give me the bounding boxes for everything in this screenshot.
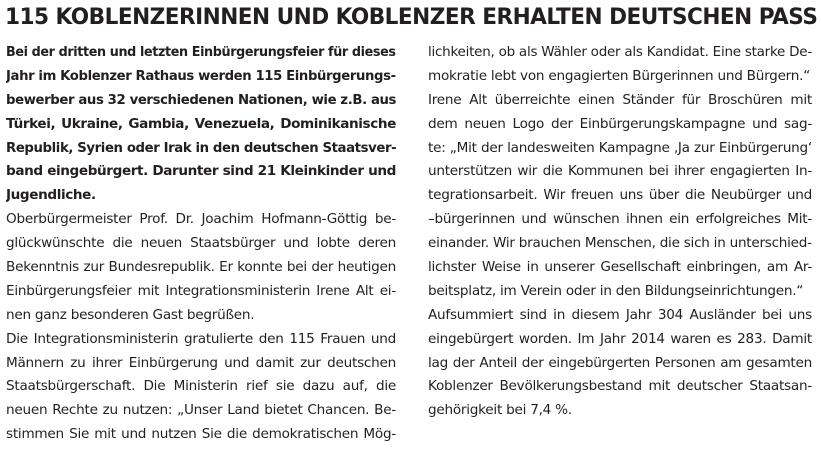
lead-line: Republik, Syrien oder Irak in den deutschen Staatsver- xyxy=(6,139,396,156)
body-line: –bürgerinnen und wünschen ihnen ein erfolgreiches Mit- xyxy=(428,211,812,228)
body-line: lichkeiten, ob als Wähler oder als Kandidat. Eine starke De- xyxy=(428,44,812,60)
lead-line: Bei der dritten und letzten Einbürgerungsfeier für dieses xyxy=(6,44,396,60)
body-line: einander. Wir brauchen Menschen, die sich in unterschied- xyxy=(428,235,812,252)
body-line: dem neuen Logo der Einbürgerungskampagne und sag- xyxy=(428,115,812,132)
body-line: gehörigkeit bei 7,4 %. xyxy=(428,402,572,419)
body-line: Bekenntnis zur Bundesrepublik. Er konnte bei der heutigen xyxy=(6,259,396,276)
body-line: unterstützen wir die Kommunen bei ihrer engagierten In- xyxy=(428,163,812,180)
body-line: Oberbürgermeister Prof. Dr. Joachim Hofmann-Göttig be- xyxy=(6,211,396,228)
body-line: Staatsbürgerschaft. Die Ministerin rief sie dazu auf, die xyxy=(6,378,396,395)
body-line: glückwünschte die neuen Staatsbürger und lobte deren xyxy=(6,235,396,252)
article-headline: 115 KOBLENZERINNEN UND KOBLENZER ERHALTEN DEUTSCHEN PASS xyxy=(5,4,818,30)
lead-line: Jugendliche. xyxy=(6,187,96,204)
body-line: tegrationsarbeit. Wir freuen uns über die Neubürger und xyxy=(428,187,812,204)
body-line: stimmen Sie mit und nutzen Sie die demokratischen Mög- xyxy=(6,426,396,443)
lead-line: bewerber aus 32 verschiedenen Nationen, wie z.B. aus xyxy=(6,91,396,108)
lead-line: band eingebürgert. Darunter sind 21 Kleinkinder und xyxy=(6,163,396,180)
lead-line: Türkei, Ukraine, Gambia, Venezuela, Dominikanische xyxy=(6,115,396,132)
body-line: nen ganz besonderen Gast begrüßen. xyxy=(6,306,255,323)
body-line: lichster Weise in unserer Gesellschaft einbringen, am Ar- xyxy=(428,259,812,276)
lead-line: Jahr im Koblenzer Rathaus werden 115 Einbürgerungs- xyxy=(6,67,396,84)
body-line: Koblenzer Bevölkerungsbestand mit deutscher Staatsan- xyxy=(428,378,812,395)
body-line: Irene Alt überreichte einen Ständer für Broschüren mit xyxy=(428,91,812,108)
lead-paragraph xyxy=(6,41,396,208)
body-line: Die Integrationsministerin gratulierte den 115 Frauen und xyxy=(6,330,396,347)
right-column xyxy=(428,41,812,423)
body-line: mokratie lebt von engagierten Bürgerinnen und Bürgern.“ xyxy=(428,67,811,84)
body-line: te: „Mit der landesweiten Kampagne ‚Ja zur Einbürgerung‘ xyxy=(428,139,812,156)
left-column xyxy=(6,41,396,447)
body-line: Männern zu ihrer Einbürgerung und damit zur deutschen xyxy=(6,354,396,371)
body-line: Einbürgerungsfeier mit Integrationsministerin Irene Alt ei- xyxy=(6,282,396,299)
body-line: eingebürgert worden. Im Jahr 2014 waren es 283. Damit xyxy=(428,330,812,347)
body-line: beitsplatz, im Verein oder in den Bildungseinrichtungen.“ xyxy=(428,282,804,299)
body-line: Aufsummiert sind in diesem Jahr 304 Ausländer bei uns xyxy=(428,306,812,323)
body-line: lag der Anteil der eingebürgerten Personen am gesamten xyxy=(428,354,812,371)
body-line: neuen Rechte zu nutzen: „Unser Land bietet Chancen. Be- xyxy=(6,402,396,419)
body-text-left xyxy=(6,208,396,447)
